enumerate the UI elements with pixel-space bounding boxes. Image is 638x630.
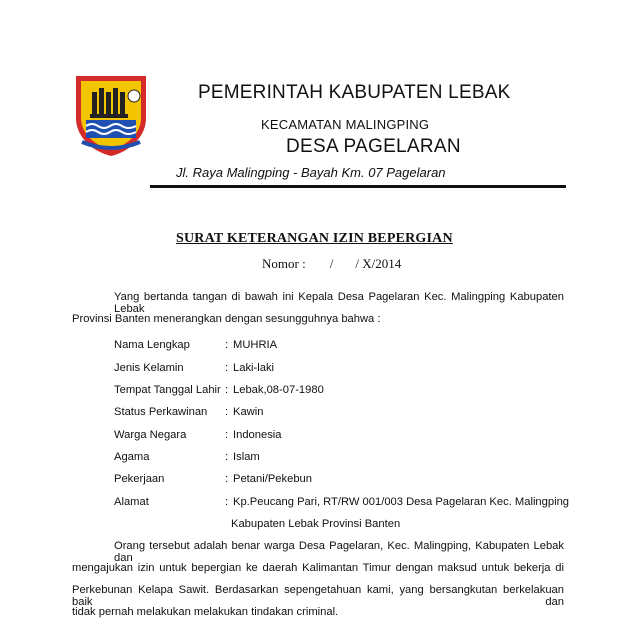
government-name: PEMERINTAH KABUPATEN LEBAK [198,82,511,103]
intro-line-1: Yang bertanda tangan di bawah ini Kepala Desa Pagelaran Kec. Malingping Kabupaten Lebak [114,291,564,315]
village-name: DESA PAGELARAN [286,136,461,157]
field-row: Agama : Islam [114,451,260,463]
field-value: Lebak,08-07-1980 [233,384,324,396]
body-line-3: Perkebunan Kelapa Sawit. Berdasarkan sepengetahuan kami, yang bersangkutan berkelakuan baik dan [72,584,564,608]
field-row: Warga Negara : Indonesia [114,429,282,441]
field-value: Petani/Pekebun [233,473,312,485]
body-line-4: tidak pernah melakukan melakukan tindakan criminal. [72,606,339,618]
number-label: Nomor : [262,256,306,271]
field-label: Warga Negara [114,429,187,441]
field-row: Pekerjaan : Petani/Pekebun [114,473,312,485]
field-value: Laki-laki [233,362,275,374]
field-label: Status Perkawinan [114,406,208,418]
emblem-sun [128,90,140,102]
field-value: MUHRIA [233,339,278,351]
field-value: Kp.Peucang Pari, RT/RW 001/003 Desa Pagelaran Kec. Malingping [233,496,570,508]
letter-title: SURAT KETERANGAN IZIN BEPERGIAN [176,231,453,246]
field-row: Jenis Kelamin : Laki-laki [114,362,275,374]
field-label: Tempat Tanggal Lahir [114,384,221,396]
office-address: Jl. Raya Malingping - Bayah Km. 07 Pagelaran [176,165,446,180]
field-label: Alamat [114,496,149,508]
body-line-1: Orang tersebut adalah benar warga Desa Pagelaran, Kec. Malingping, Kabupaten Lebak dan [114,540,564,564]
field-row: Status Perkawinan : Kawin [114,406,264,418]
letter-number [262,256,401,272]
letterhead-divider [150,185,566,188]
field-label: Agama [114,451,150,463]
district-name: KECAMATAN MALINGPING [261,117,430,132]
number-slash: / [329,256,334,271]
field-label: Nama Lengkap [114,339,190,351]
field-value: Kawin [233,406,264,418]
field-label: Jenis Kelamin [114,362,184,374]
field-row: Alamat : Kp.Peucang Pari, RT/RW 001/003 Desa Pagelaran Kec. Malingping [114,496,570,508]
address-continuation: Kabupaten Lebak Provinsi Banten [231,518,401,530]
field-value: Islam [233,451,260,463]
field-label: Pekerjaan [114,473,165,485]
regency-emblem-logo [70,72,152,158]
body-line-2: mengajukan izin untuk bepergian ke daerah Kalimantan Timur dengan maksud untuk bekerja di [72,562,564,574]
field-value: Indonesia [233,429,282,441]
field-row: Nama Lengkap : MUHRIA [114,339,278,351]
field-row: Tempat Tanggal Lahir : Lebak,08-07-1980 [114,384,324,396]
number-suffix: / X/2014 [355,256,402,271]
emblem-towers [90,88,128,118]
intro-line-2: Provinsi Banten menerangkan dengan sesungguhnya bahwa : [72,313,381,325]
